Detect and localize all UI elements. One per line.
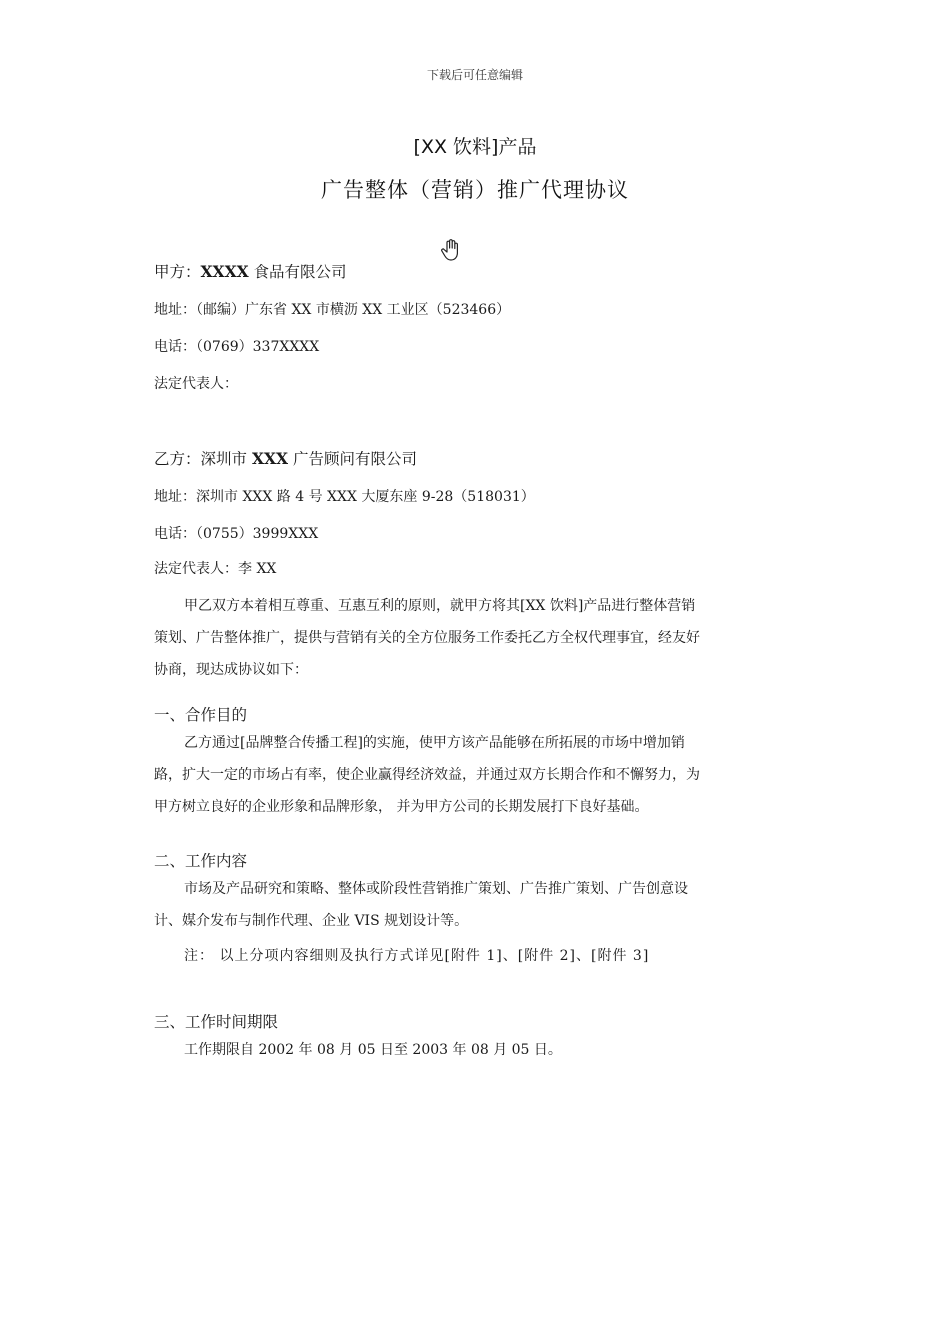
party-b-name-bold: XXX xyxy=(251,449,289,468)
section-2-note: 注： 以上分项内容细则及执行方式详见[附件 1]、[附件 2]、[附件 3] xyxy=(184,948,650,964)
section-1-body: 乙方通过[品牌整合传播工程]的实施，使甲方该产品能够在所拓展的市场中增加销路，扩大一定的市场占有率，使企业赢得经济效益，并通过双方长期合作和不懈努力，为甲方树立良好的企业形象和品牌形象， 并为甲方公司的长期发展打下良好基础。 xyxy=(154,735,700,815)
party-a-name-bold: XXXX xyxy=(200,262,249,281)
section-3-heading: 三、工作时间期限 xyxy=(154,1013,279,1031)
party-b-label: 乙方： xyxy=(154,450,201,468)
header-note: 下载后可任意编辑 xyxy=(426,68,523,82)
document-title-line1: [XX 饮料]产品 xyxy=(413,136,537,158)
party-b-representative: 法定代表人：李 XX xyxy=(154,561,277,577)
party-a-phone: 电话：（0769）337XXXX xyxy=(154,339,320,355)
hand-cursor-icon xyxy=(440,238,462,262)
party-b-name-rest: 广告顾问有限公司 xyxy=(288,450,417,468)
party-a-name xyxy=(154,260,347,282)
party-a-label: 甲方： xyxy=(154,263,201,281)
section-3-body: 工作期限自 2002 年 08 月 05 日至 2003 年 08 月 05 日。 xyxy=(184,1042,562,1058)
section-2-heading: 二、工作内容 xyxy=(154,852,248,870)
section-1-heading: 一、合作目的 xyxy=(154,706,248,724)
document-title-line2: 广告整体（营销）推广代理协议 xyxy=(321,178,629,202)
party-a-name-rest: 食品有限公司 xyxy=(248,263,347,281)
intro-paragraph: 甲乙双方本着相互尊重、互惠互利的原则，就甲方将其[XX 饮料]产品进行整体营销策划、广告整体推广，提供与营销有关的全方位服务工作委托乙方全权代理事宜，经友好协商，现达成协议如下： xyxy=(154,598,700,678)
party-b-address: 地址：深圳市 XXX 路 4 号 XXX 大厦东座 9-28（518031） xyxy=(154,489,535,505)
section-2-body: 市场及产品研究和策略、整体或阶段性营销推广策划、广告推广策划、广告创意设计、媒介发布与制作代理、企业 VIS 规划设计等。 xyxy=(154,881,688,929)
party-a-address: 地址：（邮编）广东省 XX 市横沥 XX 工业区（523466） xyxy=(154,302,511,318)
party-a-representative: 法定代表人： xyxy=(154,376,238,392)
party-b-phone: 电话：（0755）3999XXX xyxy=(154,526,319,542)
party-b-name xyxy=(154,447,417,469)
party-b-name-pre: 深圳市 xyxy=(200,450,252,468)
